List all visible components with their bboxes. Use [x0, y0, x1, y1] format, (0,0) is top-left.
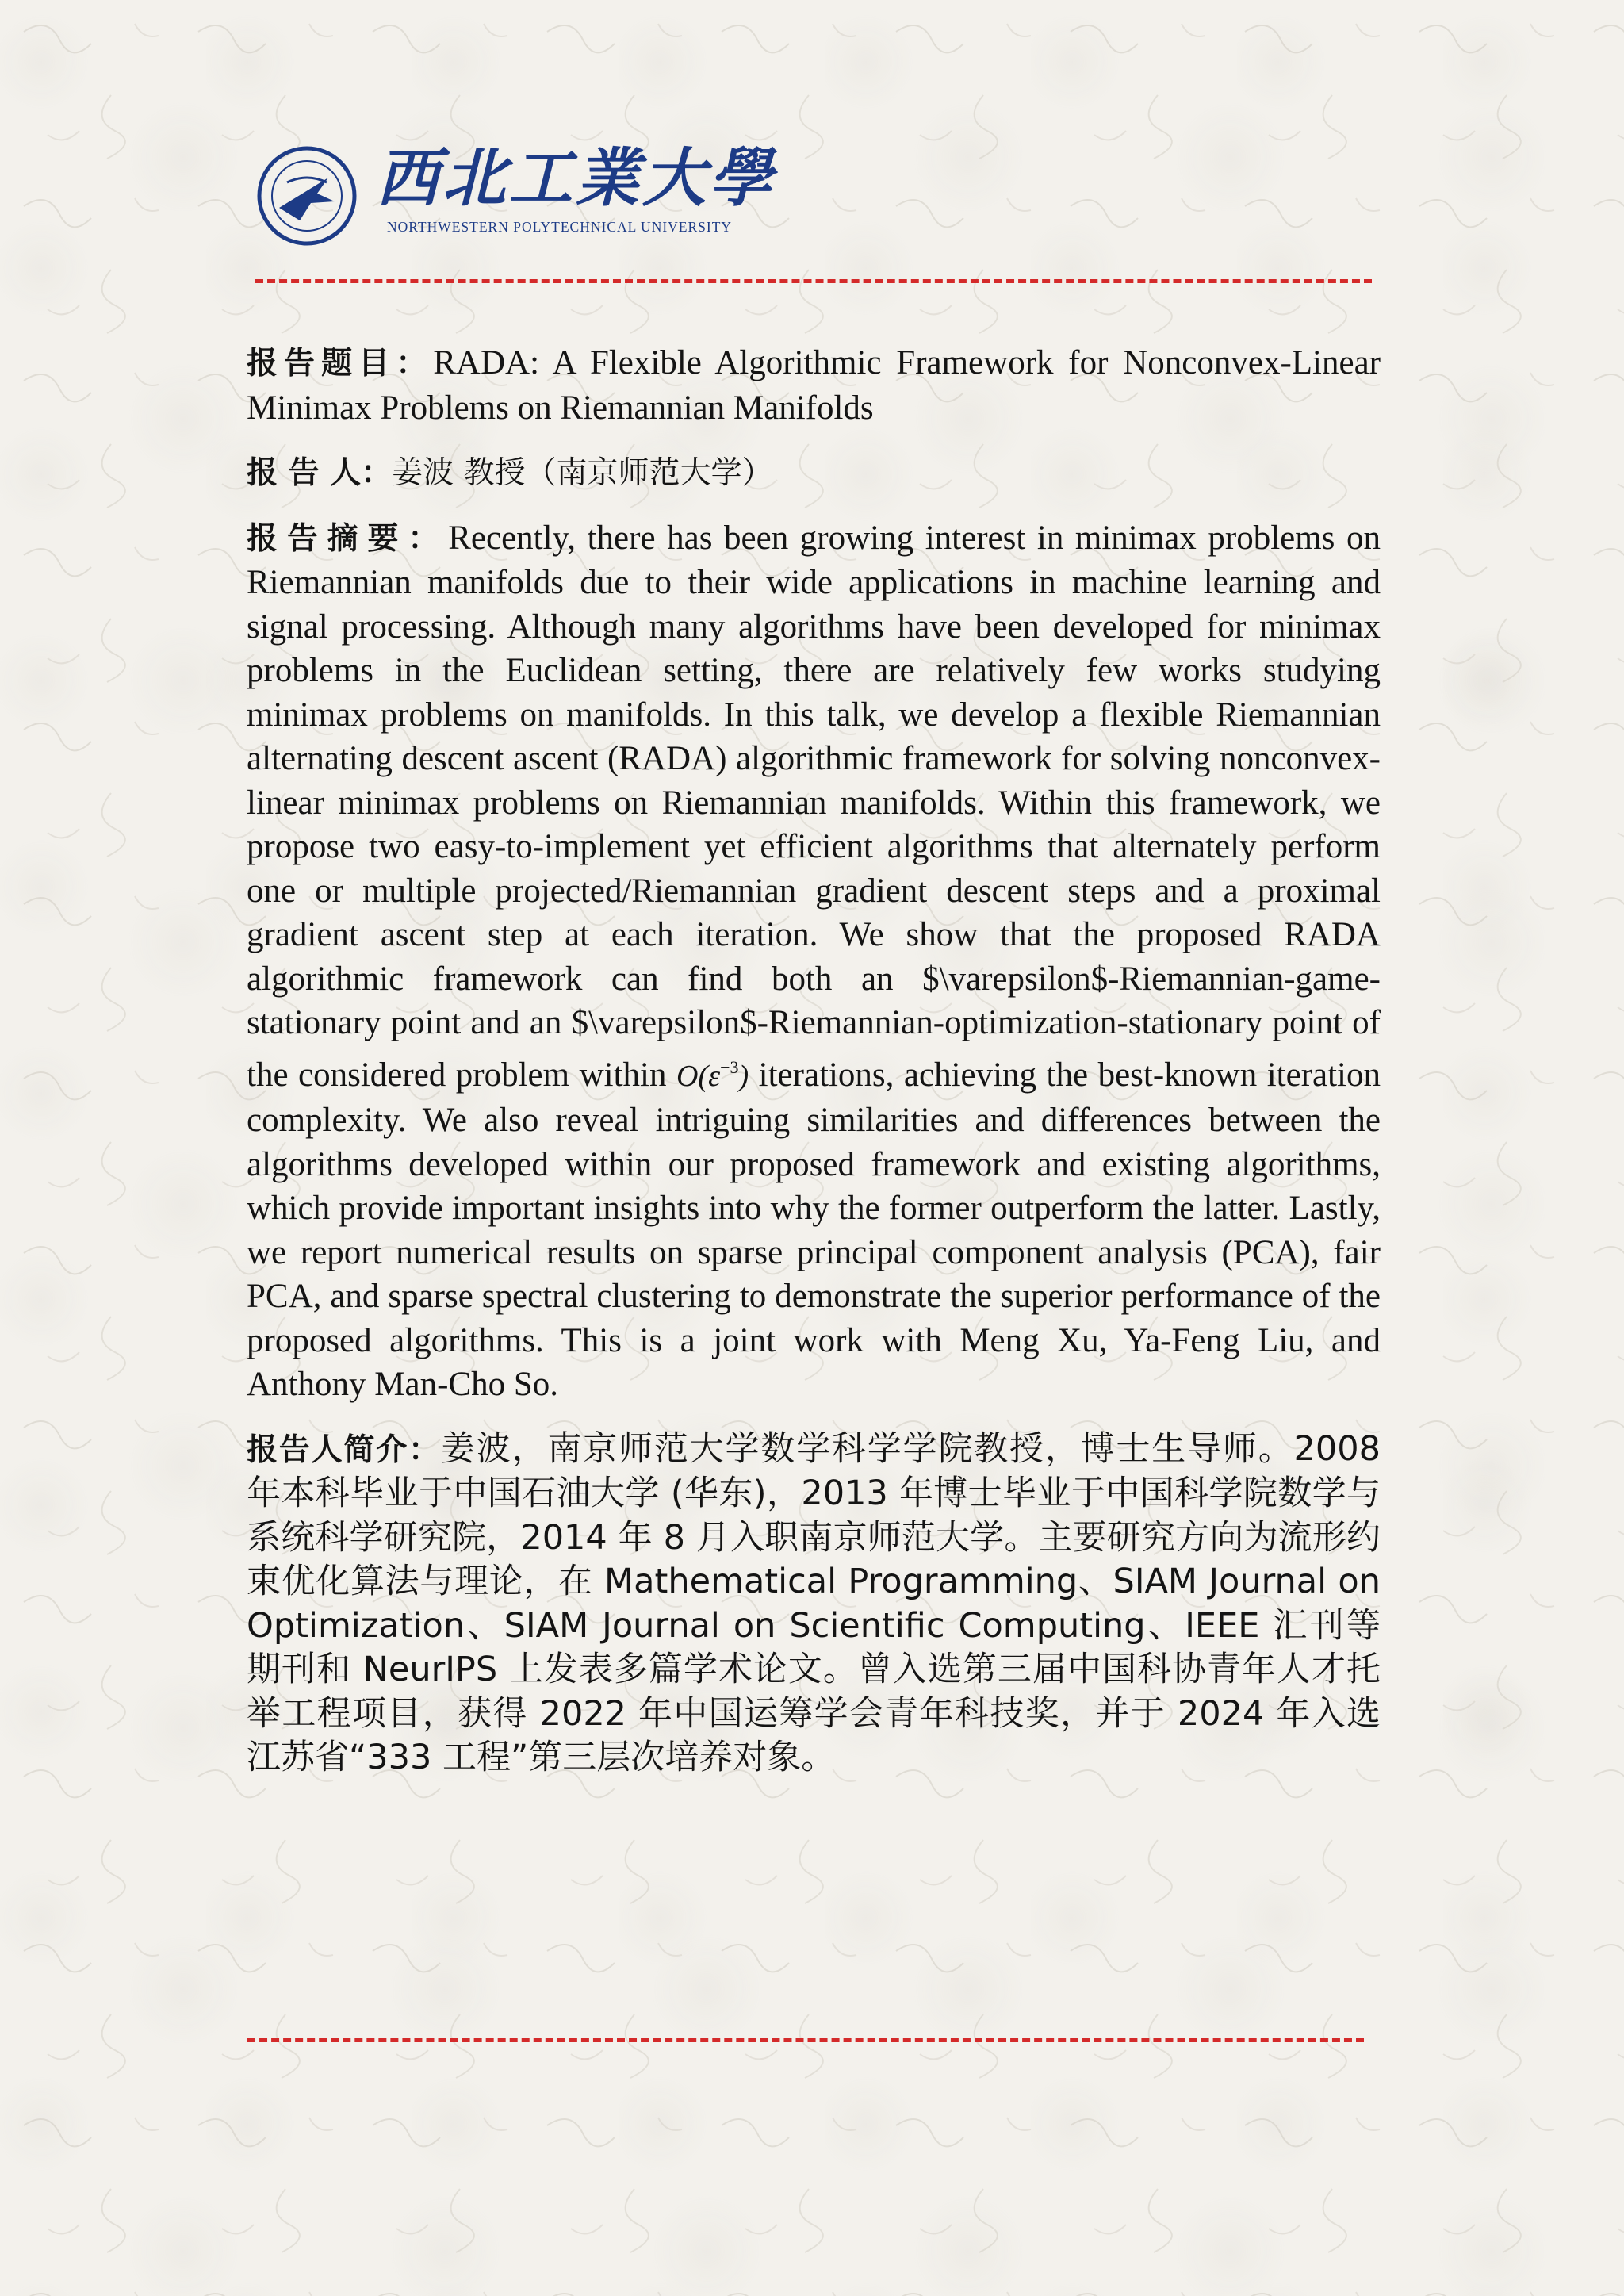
university-logo-name: 西北工業大學: [376, 140, 776, 215]
report-content: [247, 341, 1381, 1780]
abstract-label: 报告摘要：: [247, 520, 449, 557]
speaker-text: 姜波 教授（南京师范大学）: [392, 455, 773, 491]
bio-label: 报告人简介：: [247, 1432, 441, 1468]
university-header: [255, 133, 810, 244]
report-speaker: [247, 450, 1381, 496]
bottom-divider: [247, 2038, 1364, 2042]
title-text: RADA: A Flexible Algorithmic Framework for Nonconvex-Linear Minimax Problems on Riemannian Manifolds: [247, 344, 1381, 427]
complexity-formula: $O(\varepsilon^{-3})$: [676, 1056, 749, 1093]
university-logo-subtitle: NORTHWESTERN POLYTECHNICAL UNIVERSITY: [387, 219, 733, 235]
speaker-bio: [247, 1428, 1381, 1780]
speaker-label: 报 告 人：: [247, 455, 393, 491]
title-label: 报告题目：: [247, 346, 434, 381]
abstract-text-part1: Recently, there has been growing interest in minimax problems on Riemannian manifolds due to their wide applications in machine learning and signal processing. Although many algorithms have been developed for minimax problems in the Euclidean setting, there are relatively few works studying minimax problems on manifolds. In this talk, we develop a flexible Riemannian alternating descent ascent (RADA) algorithmic framework for solving nonconvex-linear minimax problems on Riemannian manifolds. Within this framework, we propose two easy-to-implement yet efficient algorithms that alternately perform one or multiple projected/Riemannian gradient descent steps and a proximal gradient ascent step at each iteration. We show that the proposed RADA algorithmic framework can find both an $\varepsilon$-Riemannian-game-stationary point and an $\varepsilon$-Riemannian-optimization-stationary point of the considered problem within: [247, 519, 1381, 1094]
top-divider: [255, 279, 1372, 283]
university-seal-icon: [255, 144, 358, 247]
bio-text: 姜波，南京师范大学数学科学学院教授，博士生导师。2008 年本科毕业于中国石油大学 (华东)，2013 年博士毕业于中国科学院数学与系统科学研究院，2014 年 8 月入职南京师范大学。主要研究方向为流形约束优化算法与理论，在 Mathematical Programming、SIAM Journal on Optimization、SIAM Journal on Scientific Computing、IEEE 汇刊等期刊和 NeurIPS 上发表多篇学术论文。曾入选第三届中国科协青年人才托举工程项目，获得 2022 年中国运筹学会青年科技奖，并于 2024 年入选江苏省“333 工程”第三层次培养对象。: [247, 1428, 1381, 1777]
report-abstract: [247, 516, 1381, 1407]
report-title: [247, 341, 1381, 430]
abstract-text-part2: iterations, achieving the best-known iteration complexity. We also reveal intriguing similarities and differences between the algorithms developed within our proposed framework and existing algorithms, which provide important insights into why the former outperform the latter. Lastly, we report numerical results on sparse principal component analysis (PCA), fair PCA, and sparse spectral clustering to demonstrate the superior performance of the proposed algorithms. This is a joint work with Meng Xu, Ya-Feng Liu, and Anthony Man-Cho So.: [247, 1056, 1381, 1403]
